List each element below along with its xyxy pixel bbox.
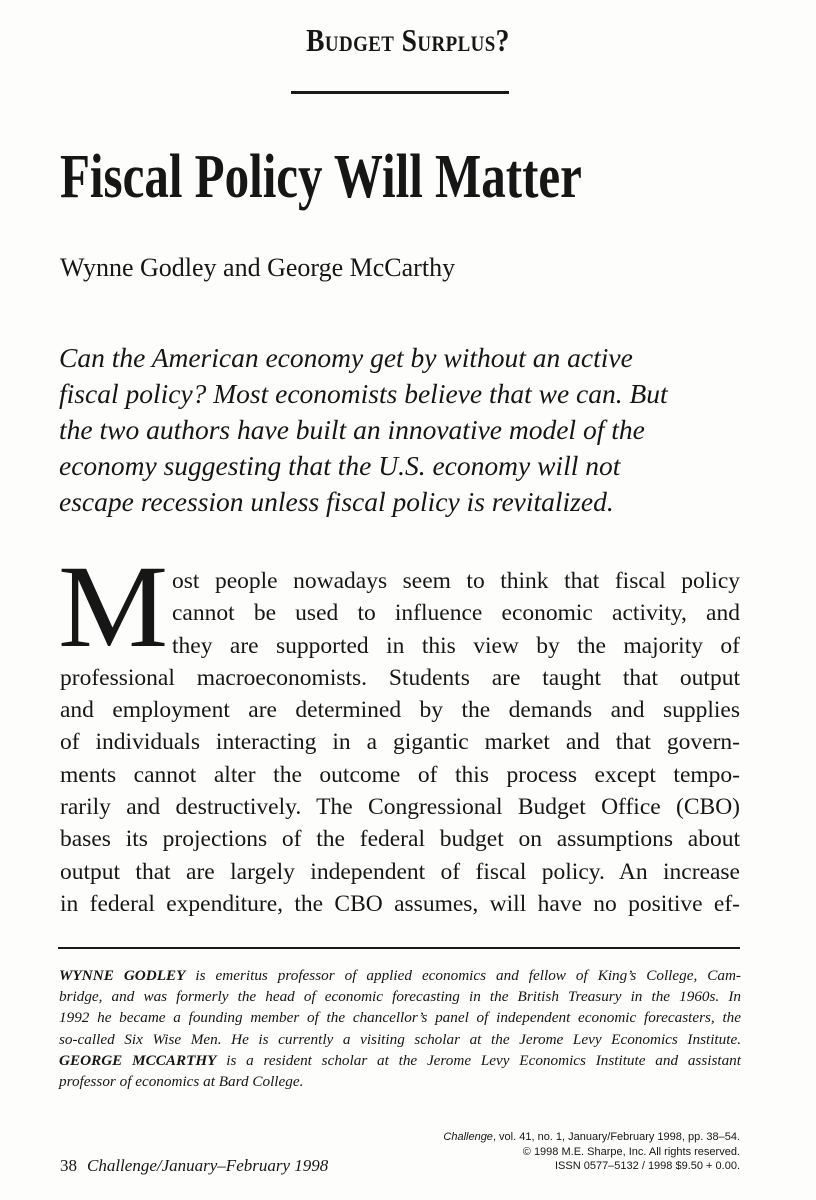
page-number: 38 <box>60 1156 77 1175</box>
journal-issue: Challenge/January–February 1998 <box>87 1156 329 1175</box>
citation-line <box>443 1130 740 1145</box>
body-line: output that are largely independent of fiscal policy. An increase <box>60 858 740 885</box>
body-line: and employment are determined by the demands and supplies <box>60 697 740 724</box>
page-folio <box>60 1155 328 1177</box>
bio-text: is emeritus professor of applied economics and fellow of King’s College, Cam- <box>185 967 741 984</box>
bio-line: 1992 he became a founding member of the chancellor’s panel of independent economic forecasters, the <box>59 1009 741 1027</box>
bio-line <box>59 1050 741 1071</box>
citation-issn: ISSN 0577–5132 / 1998 $9.50 + 0.00. <box>554 1160 740 1172</box>
bio-line: so-called Six Wise Men. He is currently a visiting scholar at the Jerome Levy Economics Institute. <box>59 1030 741 1048</box>
author-bio-footnote <box>59 965 741 1092</box>
article-title: Fiscal Policy Will Matter <box>60 143 582 211</box>
bio-line: bridge, and was formerly the head of economic forecasting in the British Treasury in the 1960s. In <box>59 988 741 1006</box>
abstract-line: escape recession unless fiscal policy is revitalized. <box>59 486 614 517</box>
abstract-line: Can the American economy get by without an active <box>59 342 633 373</box>
body-paragraph <box>60 565 740 920</box>
abstract-line: economy suggesting that the U.S. economy will not <box>59 450 621 481</box>
drop-cap: M <box>58 541 169 672</box>
body-line: ments cannot alter the outcome of this process except tempo- <box>60 761 740 788</box>
body-line: ost people nowadays seem to think that fiscal policy <box>172 568 740 594</box>
body-line: rarily and destructively. The Congressional Budget Office (CBO) <box>60 794 740 821</box>
body-line: of individuals interacting in a gigantic market and that govern- <box>60 729 740 756</box>
citation-details: , vol. 41, no. 1, January/February 1998, pp. 38–54. <box>492 1131 740 1143</box>
abstract-line: the two authors have built an innovative model of the <box>59 414 645 445</box>
body-line: professional macroeconomists. Students are taught that output <box>60 664 740 691</box>
bio-name: GEORGE MCCARTHY <box>59 1051 217 1069</box>
citation-block <box>443 1130 740 1174</box>
section-divider <box>291 91 509 94</box>
body-line: cannot be used to influence economic activity, and <box>172 600 740 627</box>
footnote-rule <box>58 947 740 949</box>
citation-journal: Challenge <box>443 1131 493 1143</box>
bio-text: is a resident scholar at the Jerome Levy Economics Institute and assistant <box>216 1051 741 1069</box>
body-line: in federal expenditure, the CBO assumes, will have no positive ef- <box>60 890 740 917</box>
article-authors: Wynne Godley and George McCarthy <box>60 253 456 282</box>
citation-copyright: © 1998 M.E. Sharpe, Inc. All rights reserved. <box>522 1145 740 1158</box>
section-label: Budget Surplus? <box>306 22 510 58</box>
body-line: they are supported in this view by the majority of <box>172 632 740 659</box>
abstract-line: fiscal policy? Most economists believe that we can. But <box>59 378 668 409</box>
body-line: bases its projections of the federal budget on assumptions about <box>60 826 740 853</box>
article-abstract <box>59 340 759 520</box>
bio-name: WYNNE GODLEY <box>59 967 186 984</box>
bio-line <box>59 965 741 986</box>
bio-line: professor of economics at Bard College. <box>59 1073 304 1091</box>
